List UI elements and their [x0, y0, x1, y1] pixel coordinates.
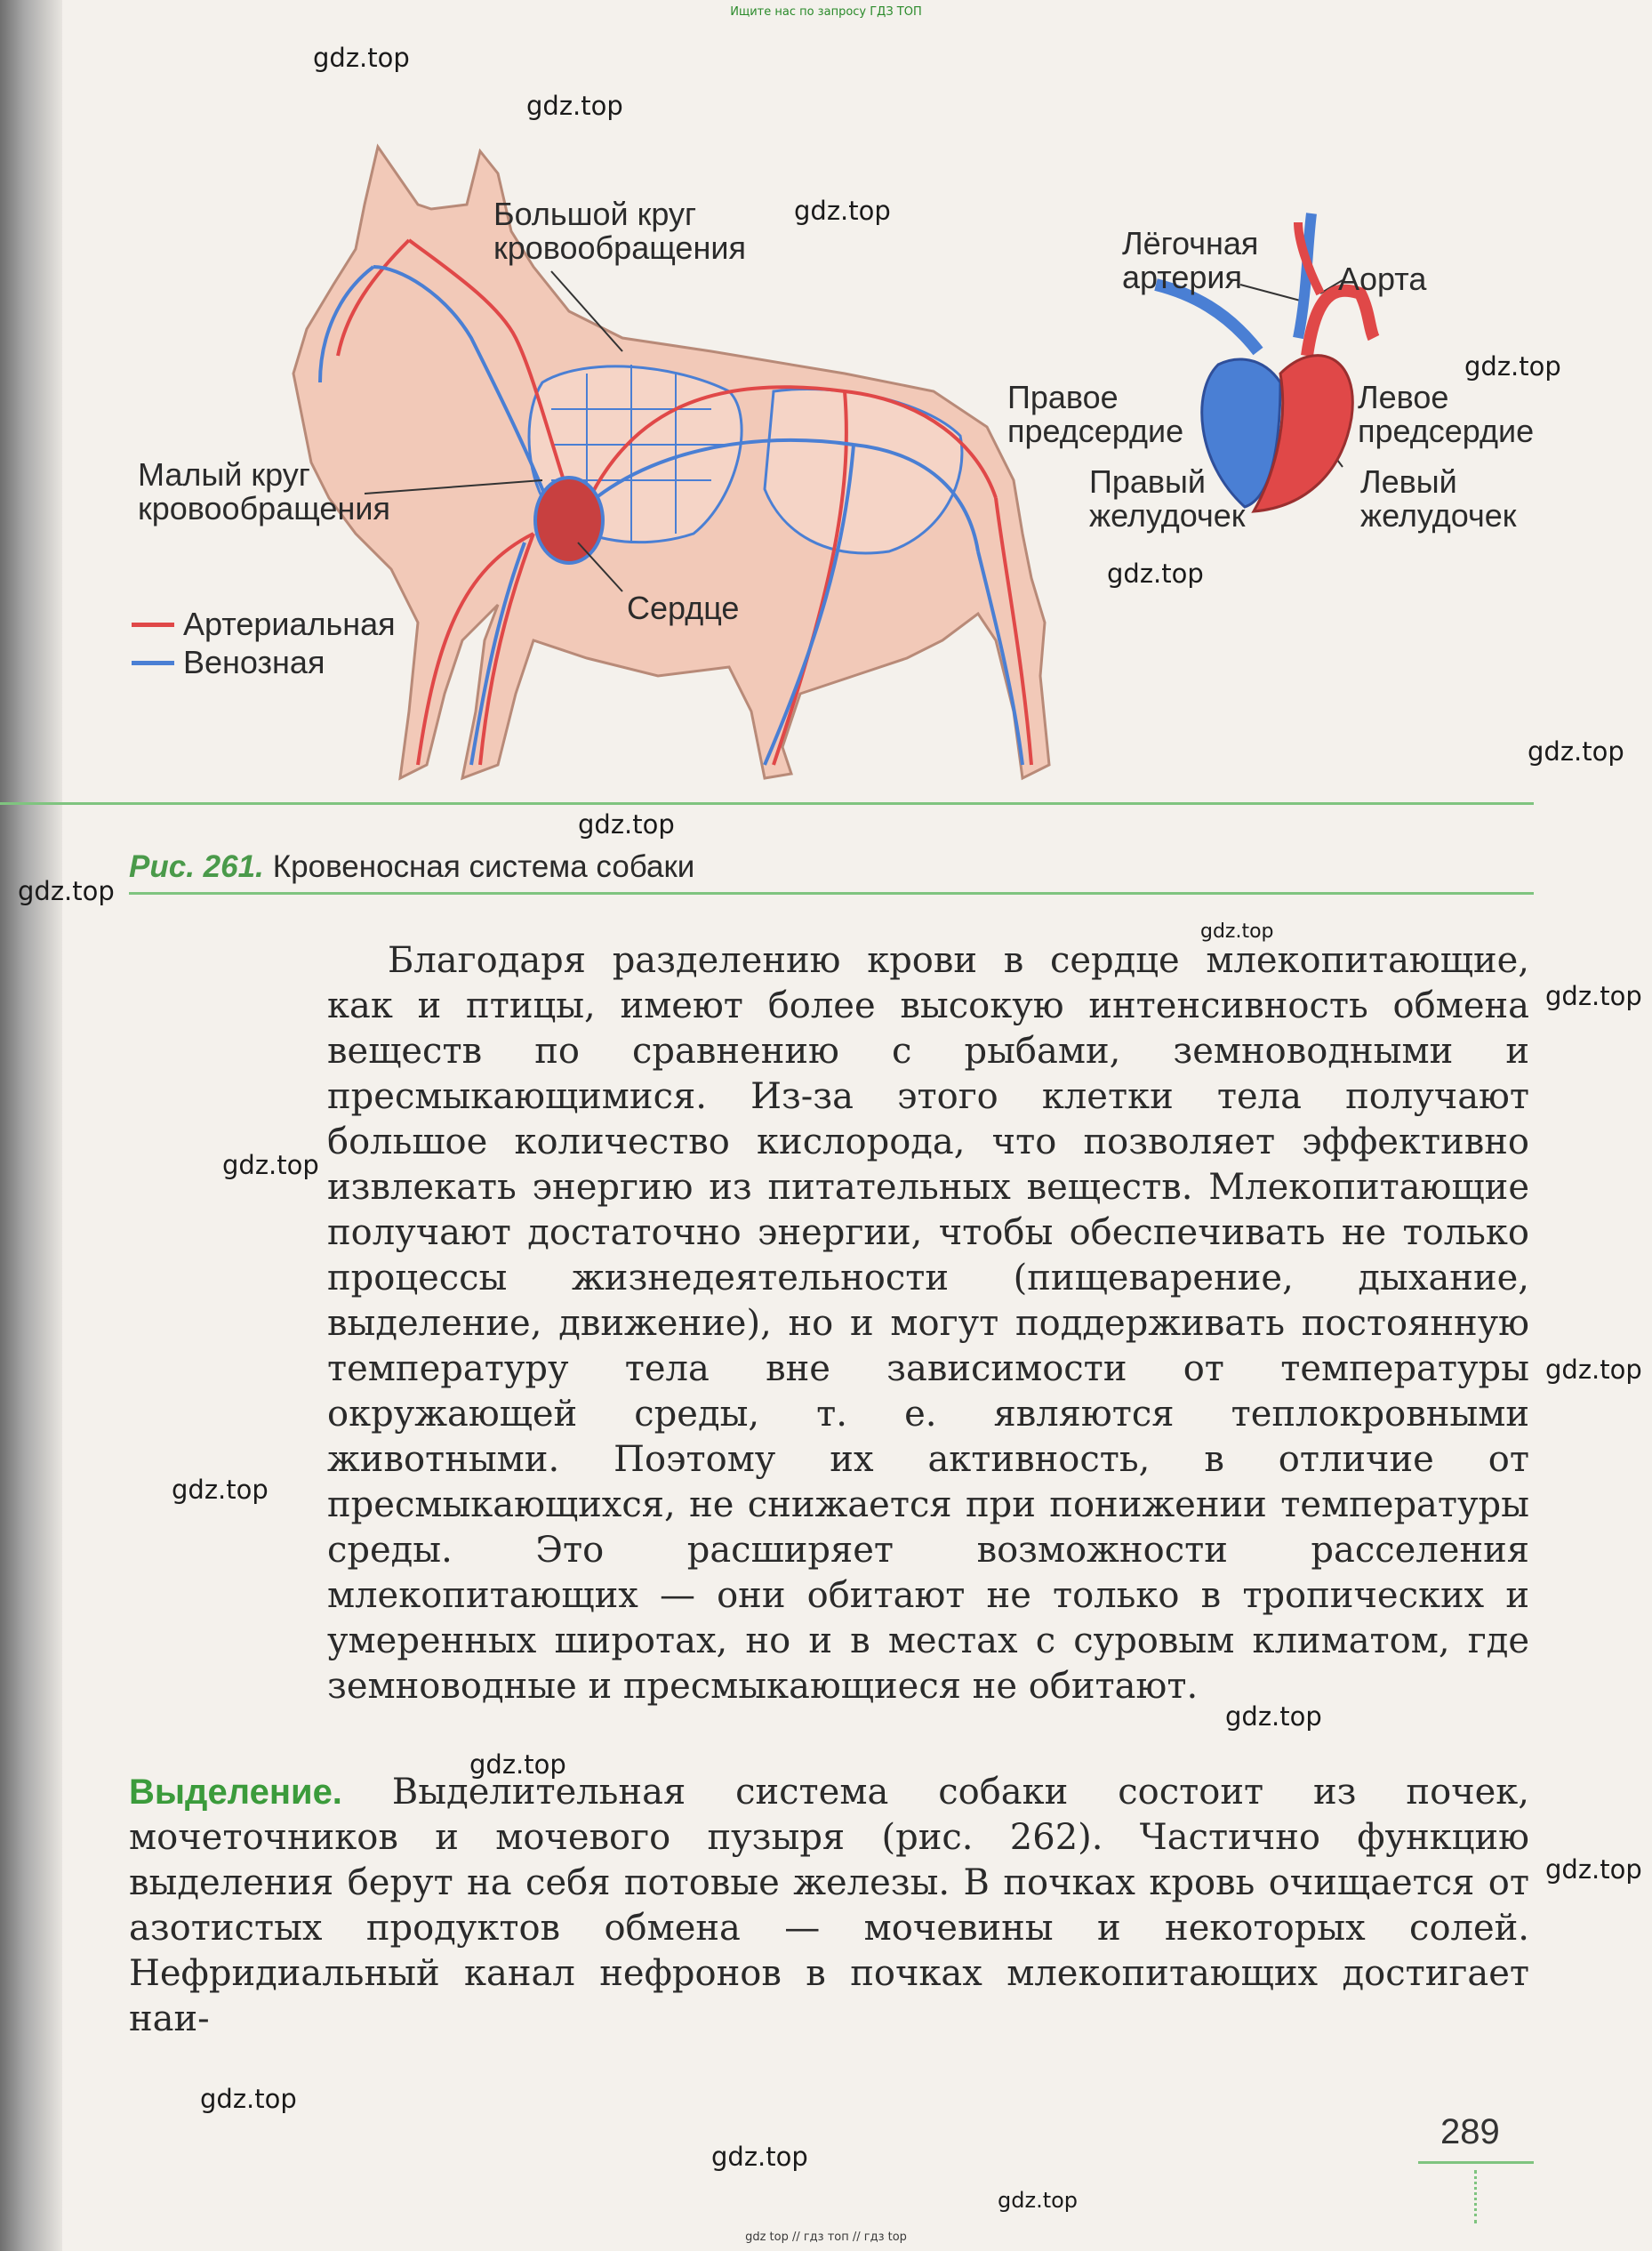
- figure-caption: [129, 849, 694, 885]
- watermark: gdz.top: [578, 809, 675, 840]
- caption-text: Кровеносная система собаки: [272, 849, 695, 884]
- legend-venous-swatch: [132, 661, 174, 665]
- page-number-dots: [1474, 2170, 1477, 2223]
- bottom-banner: gdz top // гдз топ // гдз top: [745, 2231, 907, 2244]
- watermark: gdz.top: [1107, 559, 1204, 589]
- label-heart: Сердце: [627, 590, 740, 626]
- paragraph-excretion-text: Выделительная система собаки состоит из почек, мочеточников и мочевого пузыря (рис. 262). Частично функцию выделения берут на себя потовые железы. В почках кровь очищается от азотистых продуктов обмена — мочевины и некоторых солей. Нефридиальный канал нефронов в почках млекопитающих достигает наи-: [129, 1772, 1529, 2039]
- label-left-atrium: Левое предсердие: [1358, 379, 1535, 449]
- watermark: gdz.top: [794, 196, 891, 226]
- watermark: gdz.top: [172, 1475, 269, 1505]
- watermark: gdz.top: [1528, 736, 1624, 767]
- watermark: gdz.top: [313, 43, 410, 73]
- watermark: gdz.top: [1200, 920, 1274, 943]
- paragraph-excretion: [129, 1770, 1529, 2042]
- caption-number: Рис. 261.: [129, 849, 264, 884]
- watermark: gdz.top: [1225, 1701, 1322, 1732]
- label-left-ventricle: Левый желудочек: [1360, 463, 1517, 534]
- legend-venous: [132, 645, 325, 680]
- watermark: gdz.top: [1545, 1854, 1642, 1885]
- paragraph-circulation: [327, 938, 1529, 1709]
- aorta-arch: [1307, 291, 1374, 356]
- watermark: gdz.top: [222, 1150, 319, 1180]
- top-banner: Ищите нас по запросу ГДЗ ТОП: [730, 5, 922, 19]
- paragraph-circulation-text: Благодаря разделению крови в сердце млекопитающие, как и птицы, имеют более высокую интенсивность обмена веществ по сравнению с рыбами, земноводными и пресмыкающимися. Из-за этого клетки тела получают большое количество кислорода, что позволяет эффективно извлекать энергию из питательных веществ. Млекопитающие получают достаточно энергии, чтобы обеспечивать не только процессы жизнедеятельности (пищеварение, дыхание, выделение, движение), но и могут поддерживать постоянную температуру тела вне зависимости от температуры окружающей среды, т. е. являются теплокровными животными. Поэтому их активность, в отличие от пресмыкающихся, не снижается при понижении температуры среды. Это расширяет возможности расселения млекопитающих — они обитают не только в тропических и умеренных широтах, но и в местах с суровым климатом, где земноводные и пресмыкающиеся не обитают.: [327, 940, 1529, 1707]
- label-big-circle: Большой круг кровообращения: [493, 196, 746, 266]
- label-pulmonary-artery: Лёгочная артерия: [1122, 225, 1259, 295]
- watermark: gdz.top: [469, 1749, 566, 1780]
- legend-arterial-swatch: [132, 623, 174, 627]
- legend-arterial-label: Артериальная: [183, 606, 396, 642]
- dog-heart: [535, 478, 603, 563]
- figure-top-rule: [0, 802, 1534, 805]
- watermark: gdz.top: [998, 2188, 1079, 2213]
- figure-bottom-rule: [129, 892, 1534, 895]
- watermark: gdz.top: [711, 2142, 808, 2172]
- label-small-circle: Малый круг кровообращения: [138, 456, 390, 527]
- legend-venous-label: Венозная: [183, 644, 325, 680]
- legend-arterial: [132, 607, 396, 642]
- watermark: gdz.top: [1545, 981, 1642, 1011]
- label-right-ventricle: Правый желудочек: [1089, 463, 1246, 534]
- section-heading-excretion: Выделение.: [129, 1773, 342, 1812]
- watermark: gdz.top: [200, 2084, 297, 2114]
- watermark: gdz.top: [526, 91, 623, 121]
- label-right-atrium: Правое предсердие: [1007, 379, 1184, 449]
- label-aorta: Аорта: [1338, 261, 1427, 297]
- watermark: gdz.top: [18, 876, 115, 906]
- watermark: gdz.top: [1545, 1355, 1642, 1385]
- page-number-rule: [1418, 2161, 1534, 2164]
- page-number: 289: [1440, 2112, 1500, 2151]
- watermark: gdz.top: [1464, 351, 1561, 382]
